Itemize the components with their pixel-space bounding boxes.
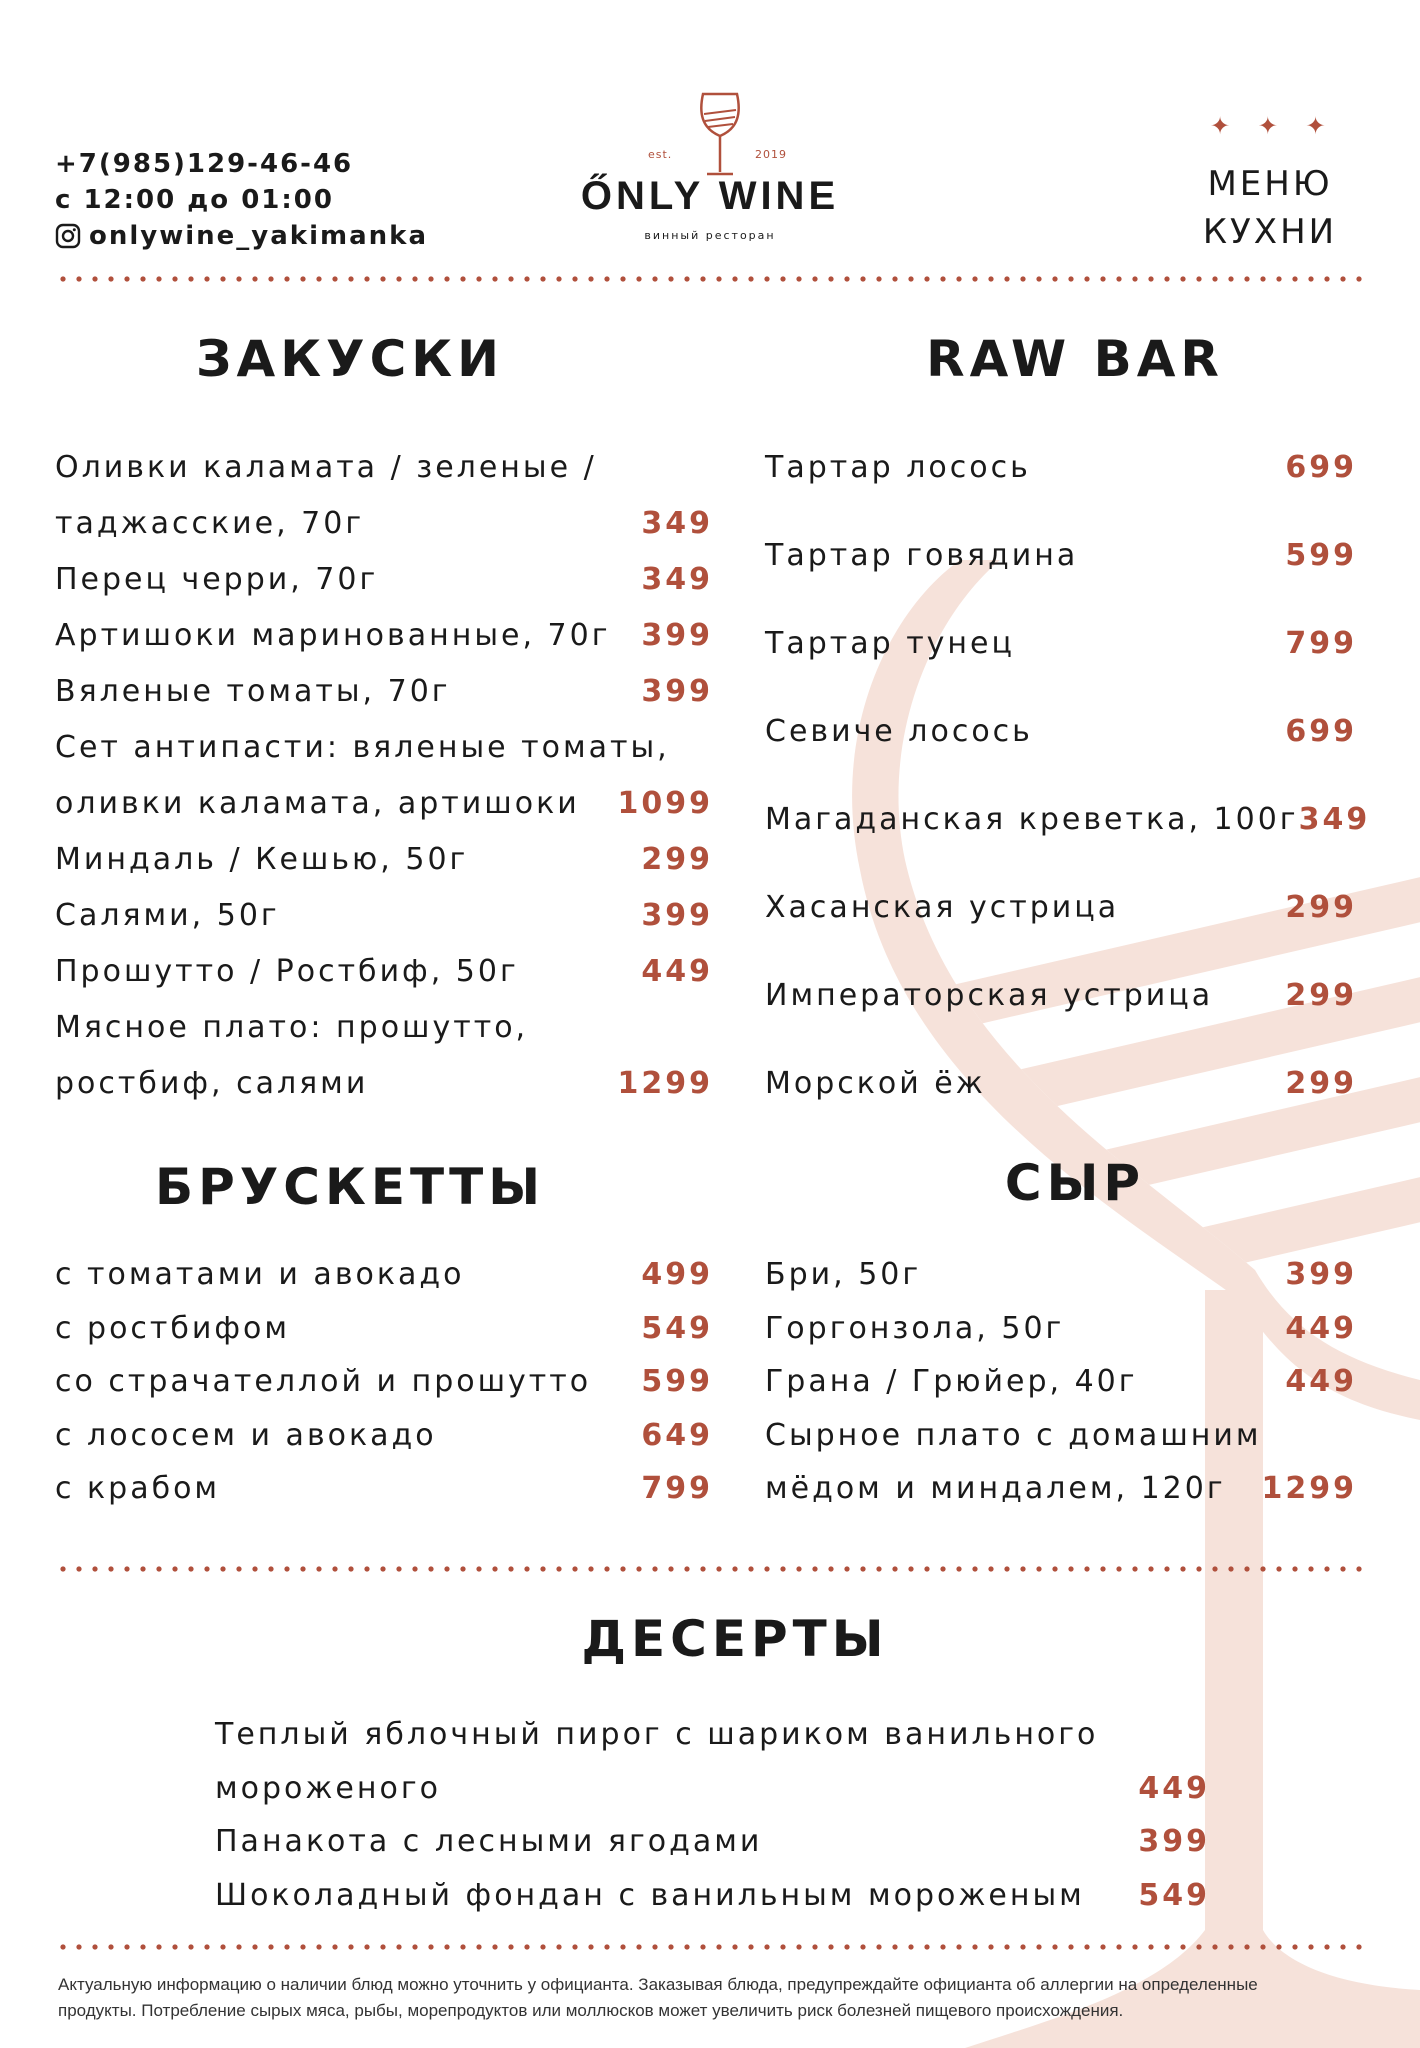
item-name: с томатами и авокадо: [55, 1257, 465, 1292]
menu-item: [55, 552, 713, 608]
desserts-list: [215, 1708, 1210, 1922]
item-price: 299: [641, 842, 713, 877]
section-title-zakuski: ЗАКУСКИ: [195, 330, 505, 388]
item-price: 349: [641, 506, 713, 541]
item-name: Грана / Грюйер, 40г: [765, 1364, 1138, 1399]
item-name: Тартар лосось: [765, 450, 1031, 485]
item-price: 399: [1285, 1257, 1357, 1292]
item-name: Севиче лосось: [765, 714, 1033, 749]
menu-item-line: Сет антипасти: вяленые томаты,: [55, 730, 670, 765]
menu-item: [55, 944, 713, 1000]
menu-item: [765, 1056, 1357, 1144]
item-price: 1099: [617, 786, 713, 821]
item-price: 399: [1138, 1824, 1210, 1859]
disclaimer-line1: Актуальную информацию о наличии блюд можно уточнить у официанта. Заказывая блюда, предупреждайте официанта об аллергии на определенные: [58, 1975, 1258, 1994]
logo-est-label: est.: [648, 148, 673, 161]
item-name: ростбиф, салями: [55, 1066, 369, 1101]
logo-name: ŐNLY WINE: [580, 174, 840, 218]
menu-item: [765, 968, 1357, 1056]
section-title-cheese: СЫР: [1004, 1154, 1146, 1212]
item-price: 799: [1285, 626, 1357, 661]
menu-item: [765, 880, 1357, 968]
item-name: со страчателлой и прошутто: [55, 1364, 592, 1399]
item-price: 499: [641, 1257, 713, 1292]
item-price: 549: [1138, 1877, 1210, 1913]
section-title-bruschetta: БРУСКЕТТЫ: [154, 1158, 546, 1216]
contact-block: [55, 146, 428, 254]
wine-glass-logo-icon: [695, 92, 745, 180]
menu-item: [765, 528, 1357, 616]
item-name: Перец черри, 70г: [55, 562, 379, 597]
dotted-divider-middle: [55, 1566, 1365, 1572]
menu-item: [55, 1409, 713, 1463]
section-title-raw-bar: RAW BAR: [926, 330, 1224, 388]
dotted-divider-bottom: [55, 1944, 1365, 1950]
instagram-handle-row[interactable]: [55, 218, 428, 254]
dotted-divider-top: [55, 276, 1365, 282]
item-name: Салями, 50г: [55, 898, 280, 933]
menu-item: [55, 888, 713, 944]
logo-year-label: 2019: [755, 148, 787, 161]
only-wine-logo: [560, 92, 860, 262]
menu-item: [765, 792, 1371, 880]
item-name: Императорская устрица: [765, 978, 1214, 1013]
item-price: 449: [641, 954, 713, 989]
item-price: 799: [641, 1471, 713, 1506]
item-name: Хасанская устрица: [765, 890, 1120, 925]
item-price: 299: [1285, 890, 1357, 925]
item-price: 549: [641, 1310, 713, 1346]
item-name: оливки каламата, артишоки: [55, 786, 580, 821]
bruschetta-list: [55, 1248, 713, 1516]
item-name: мороженого: [215, 1770, 441, 1806]
raw-bar-list: [765, 440, 1371, 1144]
menu-item: [55, 664, 713, 720]
item-name: Магаданская креветка, 100г: [765, 802, 1299, 837]
menu-item: [55, 608, 713, 664]
item-name: Прошутто / Ростбиф, 50г: [55, 954, 519, 989]
item-name: с крабом: [55, 1471, 221, 1506]
item-price: 1299: [1261, 1471, 1357, 1506]
item-price: 699: [1285, 714, 1357, 749]
menu-title-line2: КУХНИ: [1202, 212, 1338, 252]
menu-item: [55, 1056, 713, 1112]
menu-item: [765, 1462, 1357, 1516]
item-price: 449: [1138, 1770, 1210, 1806]
item-name: Панакота с лесными ягодами: [215, 1824, 763, 1859]
menu-item: [55, 496, 713, 552]
cheese-list: [765, 1248, 1357, 1516]
item-price: 649: [641, 1417, 713, 1453]
item-price: 349: [1298, 802, 1371, 837]
menu-item: [765, 704, 1357, 792]
item-price: 299: [1285, 978, 1357, 1013]
menu-item: [55, 1355, 713, 1409]
menu-item: [765, 440, 1357, 528]
allergy-disclaimer: [58, 1972, 1368, 2024]
item-price: 599: [1285, 538, 1357, 573]
item-price: 449: [1285, 1310, 1357, 1346]
menu-item: [55, 776, 713, 832]
menu-item: [55, 1248, 713, 1302]
instagram-icon: [55, 223, 81, 249]
item-name: мёдом и миндалем, 120г: [765, 1471, 1226, 1506]
menu-item: [765, 1302, 1357, 1356]
menu-item-line: Теплый яблочный пирог с шариком ванильного: [215, 1717, 1099, 1752]
item-price: 399: [641, 618, 713, 653]
item-price: 449: [1285, 1364, 1357, 1399]
item-name: Тартар говядина: [765, 538, 1079, 573]
item-price: 399: [641, 898, 713, 933]
menu-item-line: Сырное плато с домашним: [765, 1417, 1262, 1453]
opening-hours: с 12:00 до 01:00: [55, 185, 334, 215]
decorative-stars-icon: ✦ ✦ ✦: [1210, 112, 1336, 140]
menu-item: [55, 1302, 713, 1356]
item-name: с ростбифом: [55, 1310, 291, 1346]
zakuski-list: [55, 440, 713, 1112]
logo-subtitle: винный ресторан: [644, 229, 776, 242]
item-price: 349: [641, 562, 713, 597]
item-price: 699: [1285, 450, 1357, 485]
item-name: Тартар тунец: [765, 626, 1015, 661]
item-price: 299: [1285, 1066, 1357, 1101]
item-price: 1299: [617, 1066, 713, 1101]
item-name: Вяленые томаты, 70г: [55, 674, 451, 709]
item-name: Артишоки маринованные, 70г: [55, 618, 611, 653]
menu-item-line: Мясное плато: прошутто,: [55, 1010, 529, 1045]
item-price: 399: [641, 674, 713, 709]
item-price: 599: [641, 1364, 713, 1399]
item-name: таджасские, 70г: [55, 506, 365, 541]
menu-item: [215, 1762, 1210, 1816]
item-name: Миндаль / Кешью, 50г: [55, 842, 469, 877]
menu-item: [55, 832, 713, 888]
disclaimer-line2: продукты. Потребление сырых мяса, рыбы, морепродуктов или моллюсков может увеличить риск болезней пищевого происхождения.: [58, 2001, 1124, 2020]
menu-item: [215, 1815, 1210, 1869]
item-name: с лососем и авокадо: [55, 1417, 437, 1453]
item-name: Шоколадный фондан с ванильным мороженым: [215, 1877, 1085, 1913]
menu-item: [55, 1462, 713, 1516]
menu-item: [215, 1869, 1210, 1923]
item-name: Бри, 50г: [765, 1257, 922, 1292]
item-name: Горгонзола, 50г: [765, 1310, 1065, 1346]
menu-item: [765, 616, 1357, 704]
item-name: Морской ёж: [765, 1066, 986, 1101]
menu-item: [765, 1248, 1357, 1302]
menu-title-line1: МЕНЮ: [1207, 164, 1333, 204]
menu-title: [1180, 160, 1360, 256]
menu-item-line: Оливки каламата / зеленые /: [55, 450, 597, 485]
section-title-desserts: ДЕСЕРТЫ: [581, 1610, 889, 1668]
menu-item: [765, 1355, 1357, 1409]
instagram-handle: onlywine_yakimanka: [89, 221, 428, 251]
phone-number[interactable]: +7(985)129-46-46: [55, 149, 354, 179]
